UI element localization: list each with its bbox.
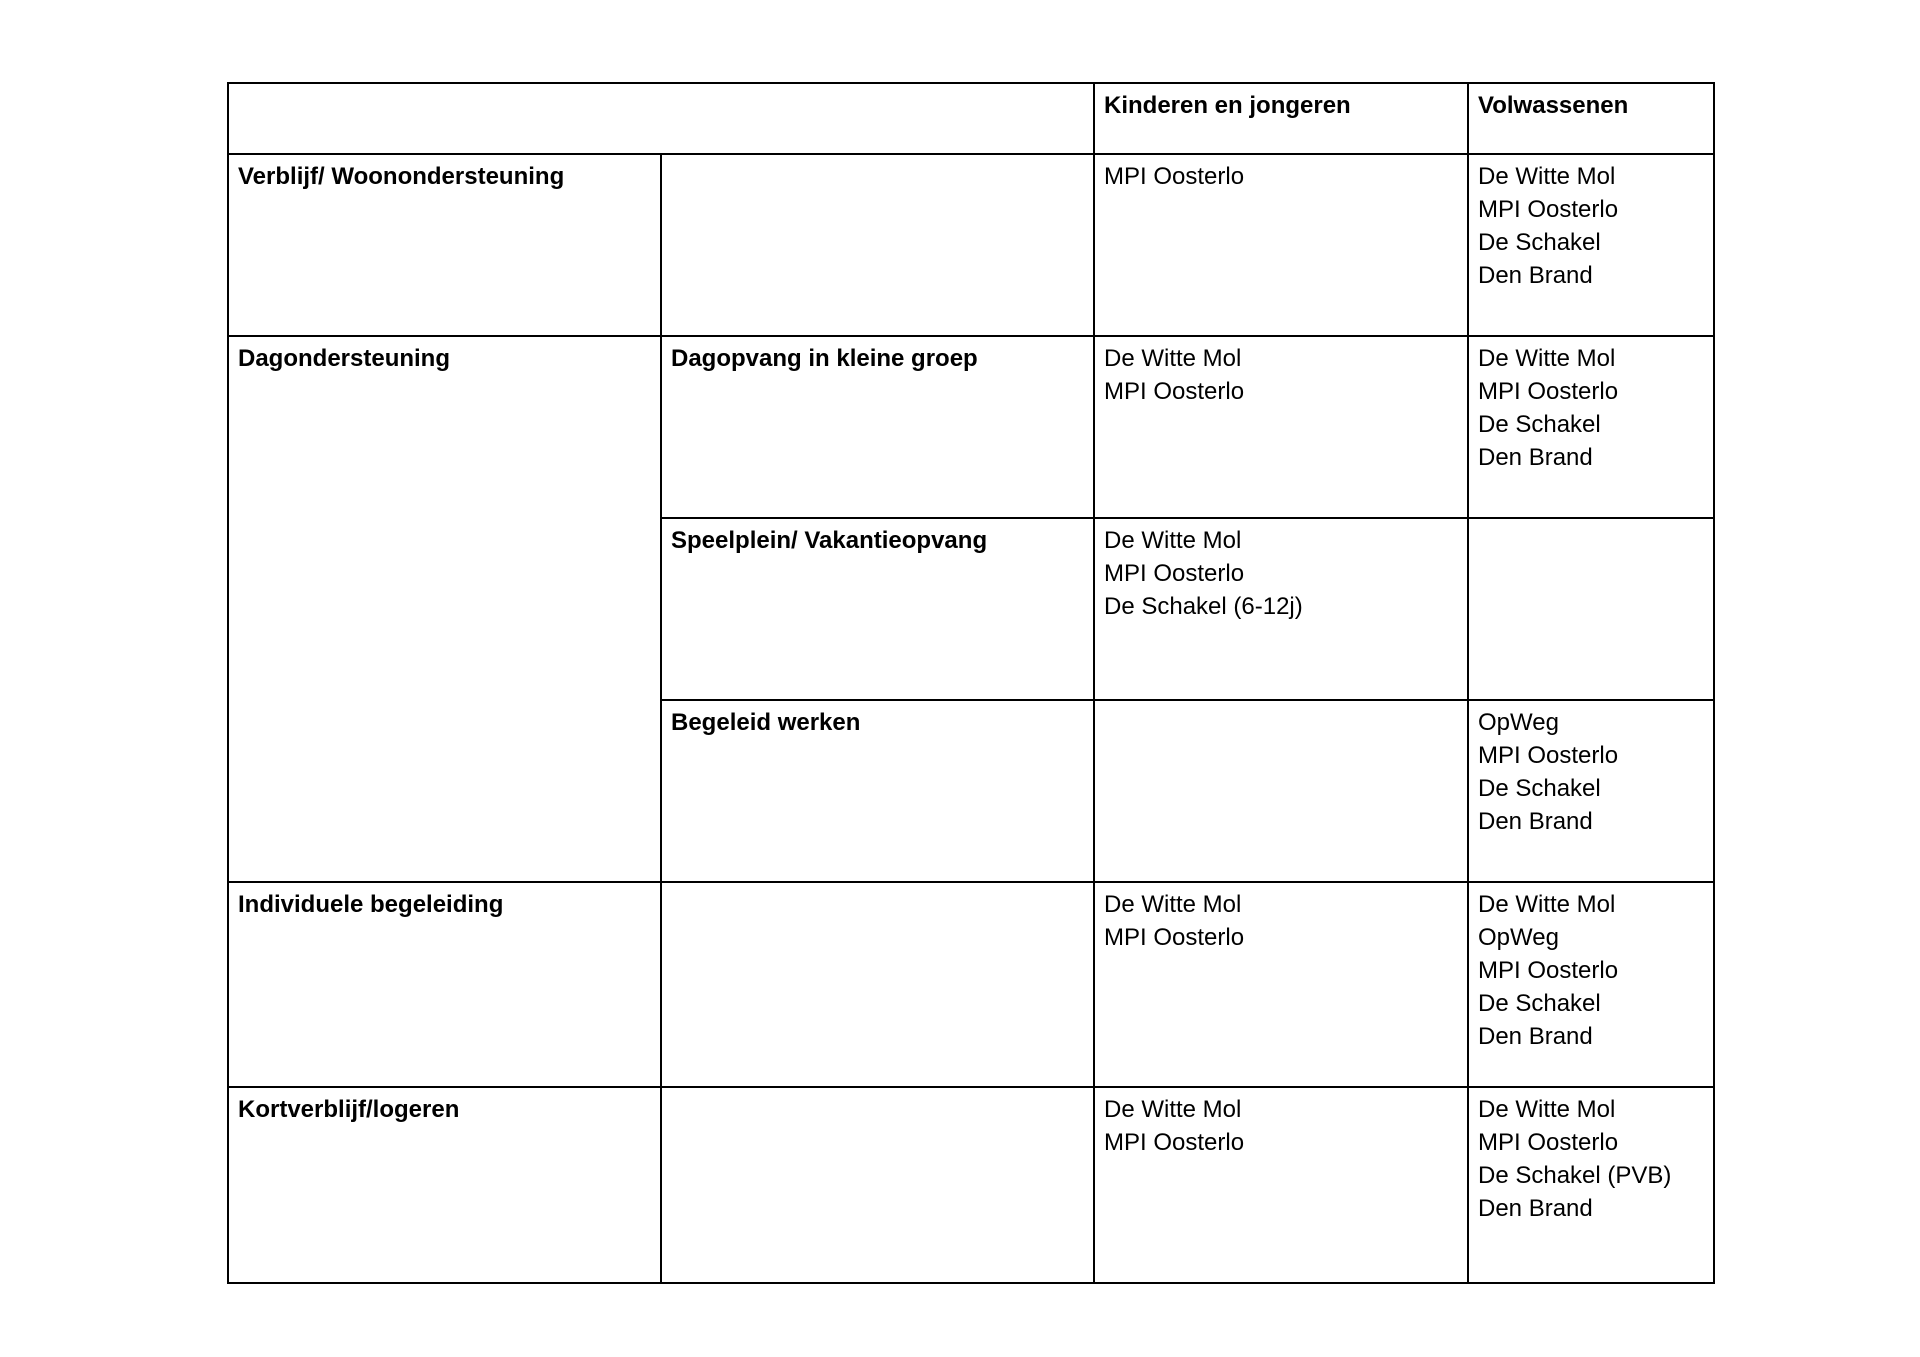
support-overview-table — [227, 82, 1715, 1284]
provider-name: MPI Oosterlo — [1104, 1129, 1245, 1156]
provider-name: MPI Oosterlo — [1478, 378, 1619, 405]
header-kinderen — [1094, 83, 1468, 154]
subcategory-cell-empty — [661, 1087, 1094, 1283]
provider-name: Den Brand — [1478, 1023, 1593, 1050]
subcategory-label: Dagopvang in kleine groep — [671, 345, 978, 372]
category-label: Kortverblijf/logeren — [238, 1096, 460, 1123]
provider-name: OpWeg — [1478, 924, 1559, 951]
provider-name: De Witte Mol — [1478, 345, 1616, 372]
kinderen-cell — [1094, 882, 1468, 1087]
header-volwassenen-label: Volwassenen — [1478, 92, 1629, 119]
provider-name: Den Brand — [1478, 444, 1593, 471]
provider-name: De Witte Mol — [1104, 345, 1242, 372]
category-cell — [228, 336, 661, 882]
provider-name: De Schakel — [1478, 411, 1601, 438]
provider-name: MPI Oosterlo — [1104, 924, 1245, 951]
table-row-dagopvang — [228, 336, 1714, 518]
provider-name: MPI Oosterlo — [1478, 957, 1619, 984]
volwassenen-cell — [1468, 700, 1714, 882]
table-row-kortverblijf — [228, 1087, 1714, 1283]
subcategory-cell — [661, 700, 1094, 882]
provider-name: Den Brand — [1478, 1195, 1593, 1222]
volwassenen-cell-empty — [1468, 518, 1714, 700]
subcategory-label: Begeleid werken — [671, 709, 861, 736]
category-label: Individuele begeleiding — [238, 891, 504, 918]
table-row-verblijf — [228, 154, 1714, 336]
subcategory-cell-empty — [661, 154, 1094, 336]
provider-name: MPI Oosterlo — [1478, 196, 1619, 223]
provider-name: MPI Oosterlo — [1104, 163, 1245, 190]
provider-name: De Witte Mol — [1104, 1096, 1242, 1123]
provider-name: De Schakel — [1478, 990, 1601, 1017]
provider-name: De Schakel (PVB) — [1478, 1162, 1672, 1189]
subcategory-cell-empty — [661, 882, 1094, 1087]
provider-name: De Witte Mol — [1478, 163, 1616, 190]
provider-name: MPI Oosterlo — [1104, 560, 1245, 587]
category-cell — [228, 1087, 661, 1283]
provider-name: MPI Oosterlo — [1104, 378, 1245, 405]
table-header-row — [228, 83, 1714, 154]
category-cell — [228, 154, 661, 336]
provider-name: MPI Oosterlo — [1478, 1129, 1619, 1156]
subcategory-label: Speelplein/ Vakantieopvang — [671, 527, 988, 554]
subcategory-cell — [661, 336, 1094, 518]
kinderen-cell — [1094, 518, 1468, 700]
subcategory-cell — [661, 518, 1094, 700]
header-volwassenen — [1468, 83, 1714, 154]
volwassenen-cell — [1468, 1087, 1714, 1283]
provider-name: De Witte Mol — [1478, 1096, 1616, 1123]
header-kinderen-label: Kinderen en jongeren — [1104, 92, 1351, 119]
provider-name: De Witte Mol — [1478, 891, 1616, 918]
provider-name: OpWeg — [1478, 709, 1559, 736]
provider-name: Den Brand — [1478, 808, 1593, 835]
volwassenen-cell — [1468, 882, 1714, 1087]
kinderen-cell — [1094, 1087, 1468, 1283]
provider-name: De Witte Mol — [1104, 891, 1242, 918]
kinderen-cell — [1094, 154, 1468, 336]
kinderen-cell-empty — [1094, 700, 1468, 882]
header-empty-cell — [228, 83, 1094, 154]
provider-name: De Schakel (6-12j) — [1104, 593, 1303, 620]
provider-name: De Witte Mol — [1104, 527, 1242, 554]
provider-name: De Schakel — [1478, 775, 1601, 802]
category-cell — [228, 882, 661, 1087]
category-label: Verblijf/ Woonondersteuning — [238, 163, 565, 190]
category-label: Dagondersteuning — [238, 345, 451, 372]
provider-name: De Schakel — [1478, 229, 1601, 256]
provider-name: MPI Oosterlo — [1478, 742, 1619, 769]
volwassenen-cell — [1468, 154, 1714, 336]
volwassenen-cell — [1468, 336, 1714, 518]
provider-name: Den Brand — [1478, 262, 1593, 289]
kinderen-cell — [1094, 336, 1468, 518]
table-row-individuele-begeleiding — [228, 882, 1714, 1087]
